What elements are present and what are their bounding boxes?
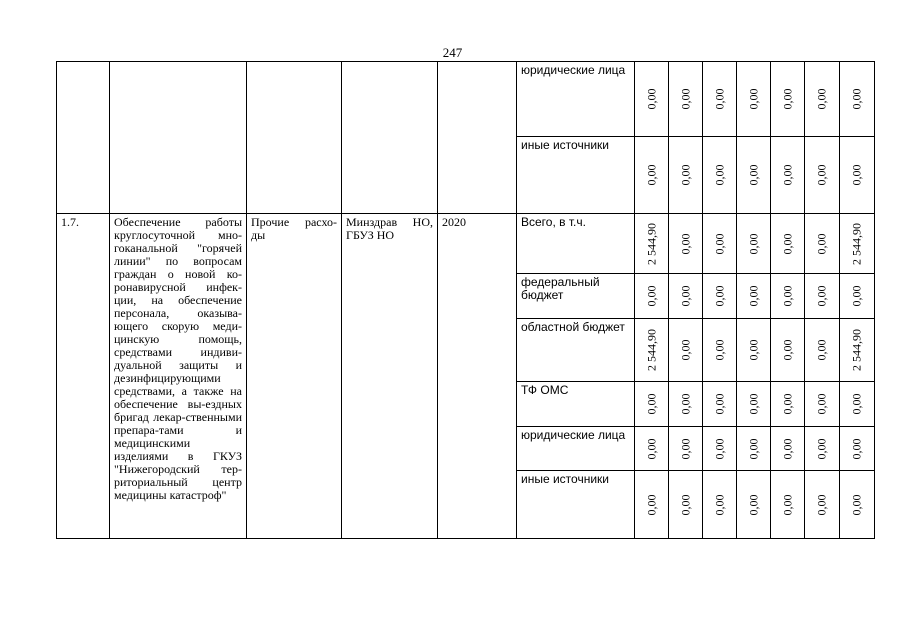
value-cell [669,471,703,539]
value-cell [840,62,875,137]
empty-cell [110,62,247,214]
value-text: 0,00 [678,233,692,254]
budget-table [56,61,875,539]
value-cell [669,427,703,471]
value-text: 2 544,90 [644,329,658,371]
value-text: 0,00 [849,88,864,110]
value-cell [635,214,669,274]
value-cell [840,319,875,382]
funding-source-cell: областной бюджет [517,319,635,382]
value-cell [635,137,669,214]
table-row [57,62,875,137]
value-cell [771,214,805,274]
value-cell [737,319,771,382]
value-cell [737,62,771,137]
value-cell [840,274,875,319]
value-text: 0,00 [814,339,829,361]
funding-source-cell: ТФ ОМС [517,382,635,427]
value-text: 2 544,90 [849,329,864,371]
value-text: 0,00 [678,285,692,307]
value-text: 0,00 [814,393,829,415]
value-text: 0,00 [849,285,864,307]
empty-cell [438,62,517,214]
funding-source-cell: иные источники [517,137,635,214]
value-cell [669,137,703,214]
value-cell [635,471,669,539]
value-cell [669,214,703,274]
value-text: 0,00 [712,233,726,254]
value-cell [840,137,875,214]
value-text: 0,00 [849,393,864,415]
value-text: 0,00 [678,164,692,186]
value-text: 0,00 [780,164,794,186]
funding-source-cell: юридические лица [517,427,635,471]
value-cell [737,471,771,539]
value-text: 0,00 [678,494,692,515]
value-text: 0,00 [780,438,794,459]
value-cell [635,319,669,382]
value-text: 0,00 [849,164,864,186]
value-text: 0,00 [712,164,726,186]
value-text: 0,00 [678,393,692,415]
value-cell [737,382,771,427]
value-text: 0,00 [644,164,658,186]
value-cell [805,137,840,214]
value-cell [805,214,840,274]
value-cell [703,274,737,319]
year-cell: 2020 [438,214,517,539]
value-text: 0,00 [644,438,658,459]
value-cell [737,427,771,471]
page-number: 247 [442,45,463,60]
value-text: 0,00 [746,233,760,254]
value-cell [703,214,737,274]
value-text: 0,00 [814,285,829,307]
value-text: 2 544,90 [849,222,864,265]
value-cell [771,319,805,382]
value-text: 0,00 [678,339,692,361]
value-text: 0,00 [644,285,658,307]
value-cell [703,137,737,214]
value-text: 0,00 [746,164,760,186]
value-cell [669,319,703,382]
value-cell [635,382,669,427]
value-cell [805,62,840,137]
value-cell [840,471,875,539]
value-text: 0,00 [746,438,760,459]
funding-source-cell: юридические лица [517,62,635,137]
value-text: 0,00 [746,494,760,515]
value-cell [635,62,669,137]
value-cell [737,274,771,319]
value-text: 0,00 [780,494,794,515]
value-cell [771,274,805,319]
funding-source-cell: Всего, в т.ч. [517,214,635,274]
value-cell [840,214,875,274]
value-cell [771,382,805,427]
value-cell [840,427,875,471]
value-text: 0,00 [712,339,726,361]
value-cell [669,382,703,427]
value-text: 0,00 [712,88,726,110]
value-cell [771,137,805,214]
value-text: 0,00 [712,393,726,415]
value-text: 0,00 [746,393,760,415]
empty-cell [57,62,110,214]
value-cell [703,382,737,427]
value-text: 0,00 [746,88,760,110]
value-text: 0,00 [814,494,829,515]
value-cell [703,471,737,539]
value-text: 0,00 [712,438,726,459]
value-cell [805,382,840,427]
value-text: 0,00 [678,88,692,110]
value-text: 0,00 [814,438,829,459]
value-cell [669,274,703,319]
value-cell [805,274,840,319]
value-text: 0,00 [780,88,794,110]
value-text: 0,00 [678,438,692,459]
value-cell [771,62,805,137]
item-number-cell: 1.7. [57,214,110,539]
value-text: 0,00 [814,233,829,254]
empty-cell [247,62,342,214]
expense-type-cell: Прочие расхо-ды [247,214,342,539]
value-text: 0,00 [814,164,829,186]
value-text: 0,00 [644,494,658,515]
value-cell [703,427,737,471]
item-description-cell: Обеспечение работы круглосуточной мно-гоканальной "горячей линии" по вопросам граждан о новой ко-ронавирусной инфек-ции, на обеспечение персонала, оказыва-ющего скорую меди-цинскую помощь, средствами индиви-дуальной защиты и дезинфицирующими средствами, а также на обеспечение вы-ездных бригад лекар-ственными препара-тами и медицинскими изделиями в ГКУЗ "Нижегородский тер-риториальный центр медицины катастроф" [110,214,247,539]
value-text: 0,00 [644,393,658,415]
value-text: 0,00 [780,393,794,415]
value-cell [737,137,771,214]
empty-cell [342,62,438,214]
value-text: 2 544,90 [644,222,658,265]
value-text: 0,00 [780,339,794,361]
value-cell [805,427,840,471]
table-row [57,214,875,274]
value-text: 0,00 [849,438,864,459]
value-cell [737,214,771,274]
value-cell [635,274,669,319]
value-cell [703,319,737,382]
value-cell [771,427,805,471]
value-cell [840,382,875,427]
value-text: 0,00 [849,494,864,515]
value-text: 0,00 [746,285,760,307]
value-text: 0,00 [780,233,794,254]
funding-source-cell: иные источники [517,471,635,539]
executor-cell: Минздрав НО, ГБУЗ НО [342,214,438,539]
value-text: 0,00 [780,285,794,307]
value-cell [669,62,703,137]
value-text: 0,00 [746,339,760,361]
value-cell [805,319,840,382]
funding-source-cell: федеральный бюджет [517,274,635,319]
value-cell [703,62,737,137]
value-text: 0,00 [814,88,829,110]
value-cell [635,427,669,471]
value-text: 0,00 [644,88,658,110]
value-cell [805,471,840,539]
value-cell [771,471,805,539]
value-text: 0,00 [712,494,726,515]
value-text: 0,00 [712,285,726,307]
